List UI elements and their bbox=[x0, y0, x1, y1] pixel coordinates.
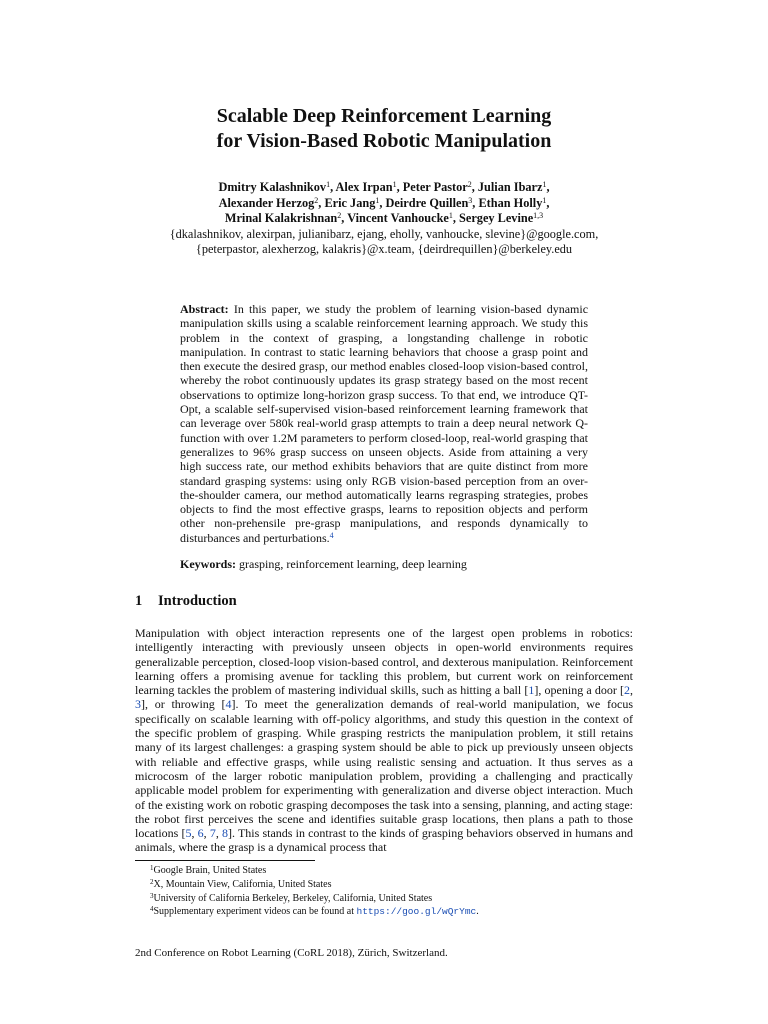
citation-link[interactable]: 7 bbox=[209, 826, 216, 841]
footnote-link[interactable]: 4 bbox=[329, 530, 334, 540]
author-name: Alex Irpan bbox=[335, 180, 393, 194]
author-line-3 bbox=[0, 211, 768, 227]
keywords bbox=[180, 557, 588, 571]
title-line-1: Scalable Deep Reinforcement Learning bbox=[216, 105, 552, 127]
affiliation-mark: 3 bbox=[468, 195, 473, 205]
affiliation-mark: 1,3 bbox=[533, 211, 544, 220]
author-separator: , bbox=[546, 180, 550, 194]
email-line-1: {dkalashnikov, alexirpan, julianibarz, ejang, eholly, vanhoucke, slevine}@google.com, bbox=[169, 226, 599, 241]
conference-note: 2nd Conference on Robot Learning (CoRL 2018), Zürich, Switzerland. bbox=[135, 947, 448, 959]
email-line-2: {peterpastor, alexherzog, kalakris}@x.team, {deirdrequillen}@berkeley.edu bbox=[195, 242, 573, 256]
video-url-link[interactable]: https://goo.gl/wQrYmc bbox=[356, 906, 477, 918]
citation-link[interactable]: 6 bbox=[197, 826, 204, 841]
intro-text: ]. To meet the generalization demands of real-world manipulation, we focus specifically on scalable learning with off-policy algorithms, and study this question in the context of the specific problem of grasping. While grasping restricts the manipulation problem, it still retains many of its largest challenges: a grasping system should be able to pick up previously unseen objects with reliable and effective grasps, while using realistic sensing and actuation. It thus serves as a microcosm of the larger robotic manipulation problem, providing a challenging and practically applicable model problem for experimenting with generalization and diverse object interaction. Much of the existing work on robotic grasping decomposes the task into a sensing, planning, and acting stage: the robot first perceives the scene and identifies suitable grasp locations, then plans a path to those locations [ bbox=[135, 697, 633, 841]
author-name: Ethan Holly bbox=[478, 195, 543, 210]
intro-text: ], opening a door [ bbox=[534, 683, 625, 698]
author-name: Sergey Levine bbox=[459, 211, 534, 225]
footnote-mark: 2 bbox=[150, 877, 154, 886]
title-line-2: for Vision-Based Robotic Manipulation bbox=[216, 130, 552, 152]
citation-link[interactable]: 4 bbox=[225, 697, 232, 712]
affiliation-mark: 1 bbox=[326, 180, 331, 189]
affiliation-mark: 2 bbox=[314, 195, 319, 205]
intro-text: Manipulation with object interaction represents one of the largest open problems in robotics: intelligently interacting with previously unseen objects in open-world environments requires generalizable perception, closed-loop vision-based control, and dexterous manipulation. Reinforcement learning offers a promising avenue for tackling this problem, but current work on reinforcement learning tackles the problem of mastering individual skills, such as hitting a ball [ bbox=[135, 626, 633, 698]
author-name: Dmitry Kalashnikov bbox=[218, 180, 327, 194]
footnote-3 bbox=[150, 892, 630, 906]
affiliation-mark: 2 bbox=[337, 211, 342, 220]
affiliation-mark: 1 bbox=[375, 195, 380, 205]
author-name: Mrinal Kalakrishnan bbox=[224, 211, 338, 225]
affiliation-mark: 2 bbox=[467, 180, 472, 189]
author-line-1 bbox=[0, 180, 768, 196]
author-separator: , bbox=[472, 195, 479, 210]
citation-link[interactable]: 2 bbox=[624, 683, 631, 698]
footnote-mark: 3 bbox=[150, 891, 154, 900]
footnote-mark: 1 bbox=[150, 864, 154, 872]
citation-link[interactable]: 8 bbox=[222, 826, 228, 841]
author-separator: , bbox=[471, 180, 478, 194]
author-name: Julian Ibarz bbox=[477, 180, 543, 194]
keywords-text: grasping, reinforcement learning, deep learning bbox=[239, 557, 467, 571]
footnote-tail: . bbox=[476, 906, 479, 918]
intro-paragraph: Manipulation with object interaction represents one of the largest open problems in robotics: intelligently interacting with previously unseen objects in open-world environments requires generalizable perception, closed-loop vision-based control, and dexterous manipulation. Reinforcement learning offers a promising avenue for tackling this problem, but current work on reinforcement learning tackles the problem of mastering individual skills, such as hitting a ball [1], opening a door [2, 3], or throwing [4]. To meet the generalization demands of real-world manipulation, we focus specifically on scalable learning with off-policy algorithms, and study this question in the context of the specific problem of grasping. While grasping restricts the manipulation problem, it still retains many of its largest challenges: a grasping system should be able to pick up previously unseen objects with reliable and effective grasps, while using realistic sensing and actuation. It thus serves as a microcosm of the larger robotic manipulation problem, providing a challenging and practically applicable model problem for experimenting with generalization and diverse object interaction. Much of the existing work on robotic grasping decomposes the task into a sensing, planning, and acting stage: the robot first perceives the scene and identifies suitable grasp locations, then plans a path to those locations [5, 6, 7, 8]. This stands in contrast to the kinds of grasping behaviors observed in humans and animals, where the grasp is a dynamical process that bbox=[135, 626, 634, 855]
author-name: Peter Pastor bbox=[402, 180, 468, 194]
intro-text: ], or throwing [ bbox=[141, 697, 226, 712]
author-name: Alexander Herzog bbox=[218, 195, 315, 210]
author-separator: , bbox=[379, 195, 386, 210]
author-name: Eric Jang bbox=[324, 195, 376, 210]
footnotes bbox=[150, 864, 630, 919]
section-title: Introduction bbox=[158, 593, 237, 609]
abstract bbox=[180, 302, 588, 545]
author-separator: , bbox=[396, 180, 403, 194]
author-name: Deirdre Quillen bbox=[385, 195, 469, 210]
author-separator: , bbox=[318, 195, 325, 210]
author-separator: , bbox=[452, 211, 460, 225]
intro-text: ]. This stands in contrast to the kinds of grasping behaviors observed in humans and animals, where the grasp is a dynamical process that bbox=[135, 826, 634, 855]
author-name: Vincent Vanhoucke bbox=[347, 211, 449, 225]
affiliation-mark: 1 bbox=[542, 195, 547, 205]
abstract-label: Abstract: bbox=[180, 302, 229, 316]
paper-title bbox=[0, 104, 768, 154]
abstract-text: In this paper, we study the problem of learning vision-based dynamic manipulation skills using a scalable reinforcement learning approach. We study this problem in the context of grasping, a longstanding challenge in robotic manipulation. In contrast to static learning behaviors that choose a grasp point and then execute the desired grasp, our method enables closed-loop vision-based control, whereby the robot continuously updates its grasp strategy based on the most recent observations to optimize long-horizon grasp success. To that end, we introduce QT-Opt, a scalable self-supervised vision-based reinforcement learning framework that can leverage over 580k real-world grasp attempts to train a deep neural network Q-function with over 1.2M parameters to perform closed-loop, real-world grasping that generalizes to 96% grasp success on unseen objects. Aside from attaining a very high success rate, our method exhibits behaviors that are quite distinct from more standard grasping systems: using only RGB vision-based perception from an over-the-shoulder camera, our method automatically learns regrasping strategies, probes objects to find the most effective grasps, learns to reposition objects and perform other non-prehensile pre-grasp manipulations, and responds dynamically to disturbances and perturbations. bbox=[180, 302, 589, 545]
section-heading bbox=[135, 592, 237, 610]
section-number: 1 bbox=[135, 593, 143, 609]
citation-link[interactable]: 1 bbox=[528, 683, 535, 698]
author-separator: , bbox=[546, 195, 550, 210]
footnote-1 bbox=[150, 864, 630, 878]
footnote-4 bbox=[150, 905, 630, 919]
footnote-text: University of California Berkeley, Berkeley, California, United States bbox=[153, 892, 433, 904]
affiliation-mark: 1 bbox=[542, 180, 547, 189]
footnote-text: X, Mountain View, California, United States bbox=[153, 878, 332, 890]
footnote-2 bbox=[150, 878, 630, 892]
footnote-text: Google Brain, United States bbox=[153, 865, 267, 876]
author-line-2 bbox=[0, 196, 768, 212]
footnote-mark: 4 bbox=[150, 905, 154, 914]
footnote-divider bbox=[135, 860, 315, 861]
author-block bbox=[0, 180, 768, 258]
affiliation-mark: 1 bbox=[392, 180, 397, 189]
citation-link[interactable]: 5 bbox=[185, 826, 192, 841]
affiliation-mark: 1 bbox=[448, 211, 453, 220]
author-separator: , bbox=[341, 211, 348, 225]
footnote-text: Supplementary experiment videos can be found at bbox=[153, 906, 357, 918]
citation-link[interactable]: 3 bbox=[135, 697, 141, 712]
author-separator: , bbox=[330, 180, 336, 194]
keywords-label: Keywords: bbox=[180, 557, 236, 571]
